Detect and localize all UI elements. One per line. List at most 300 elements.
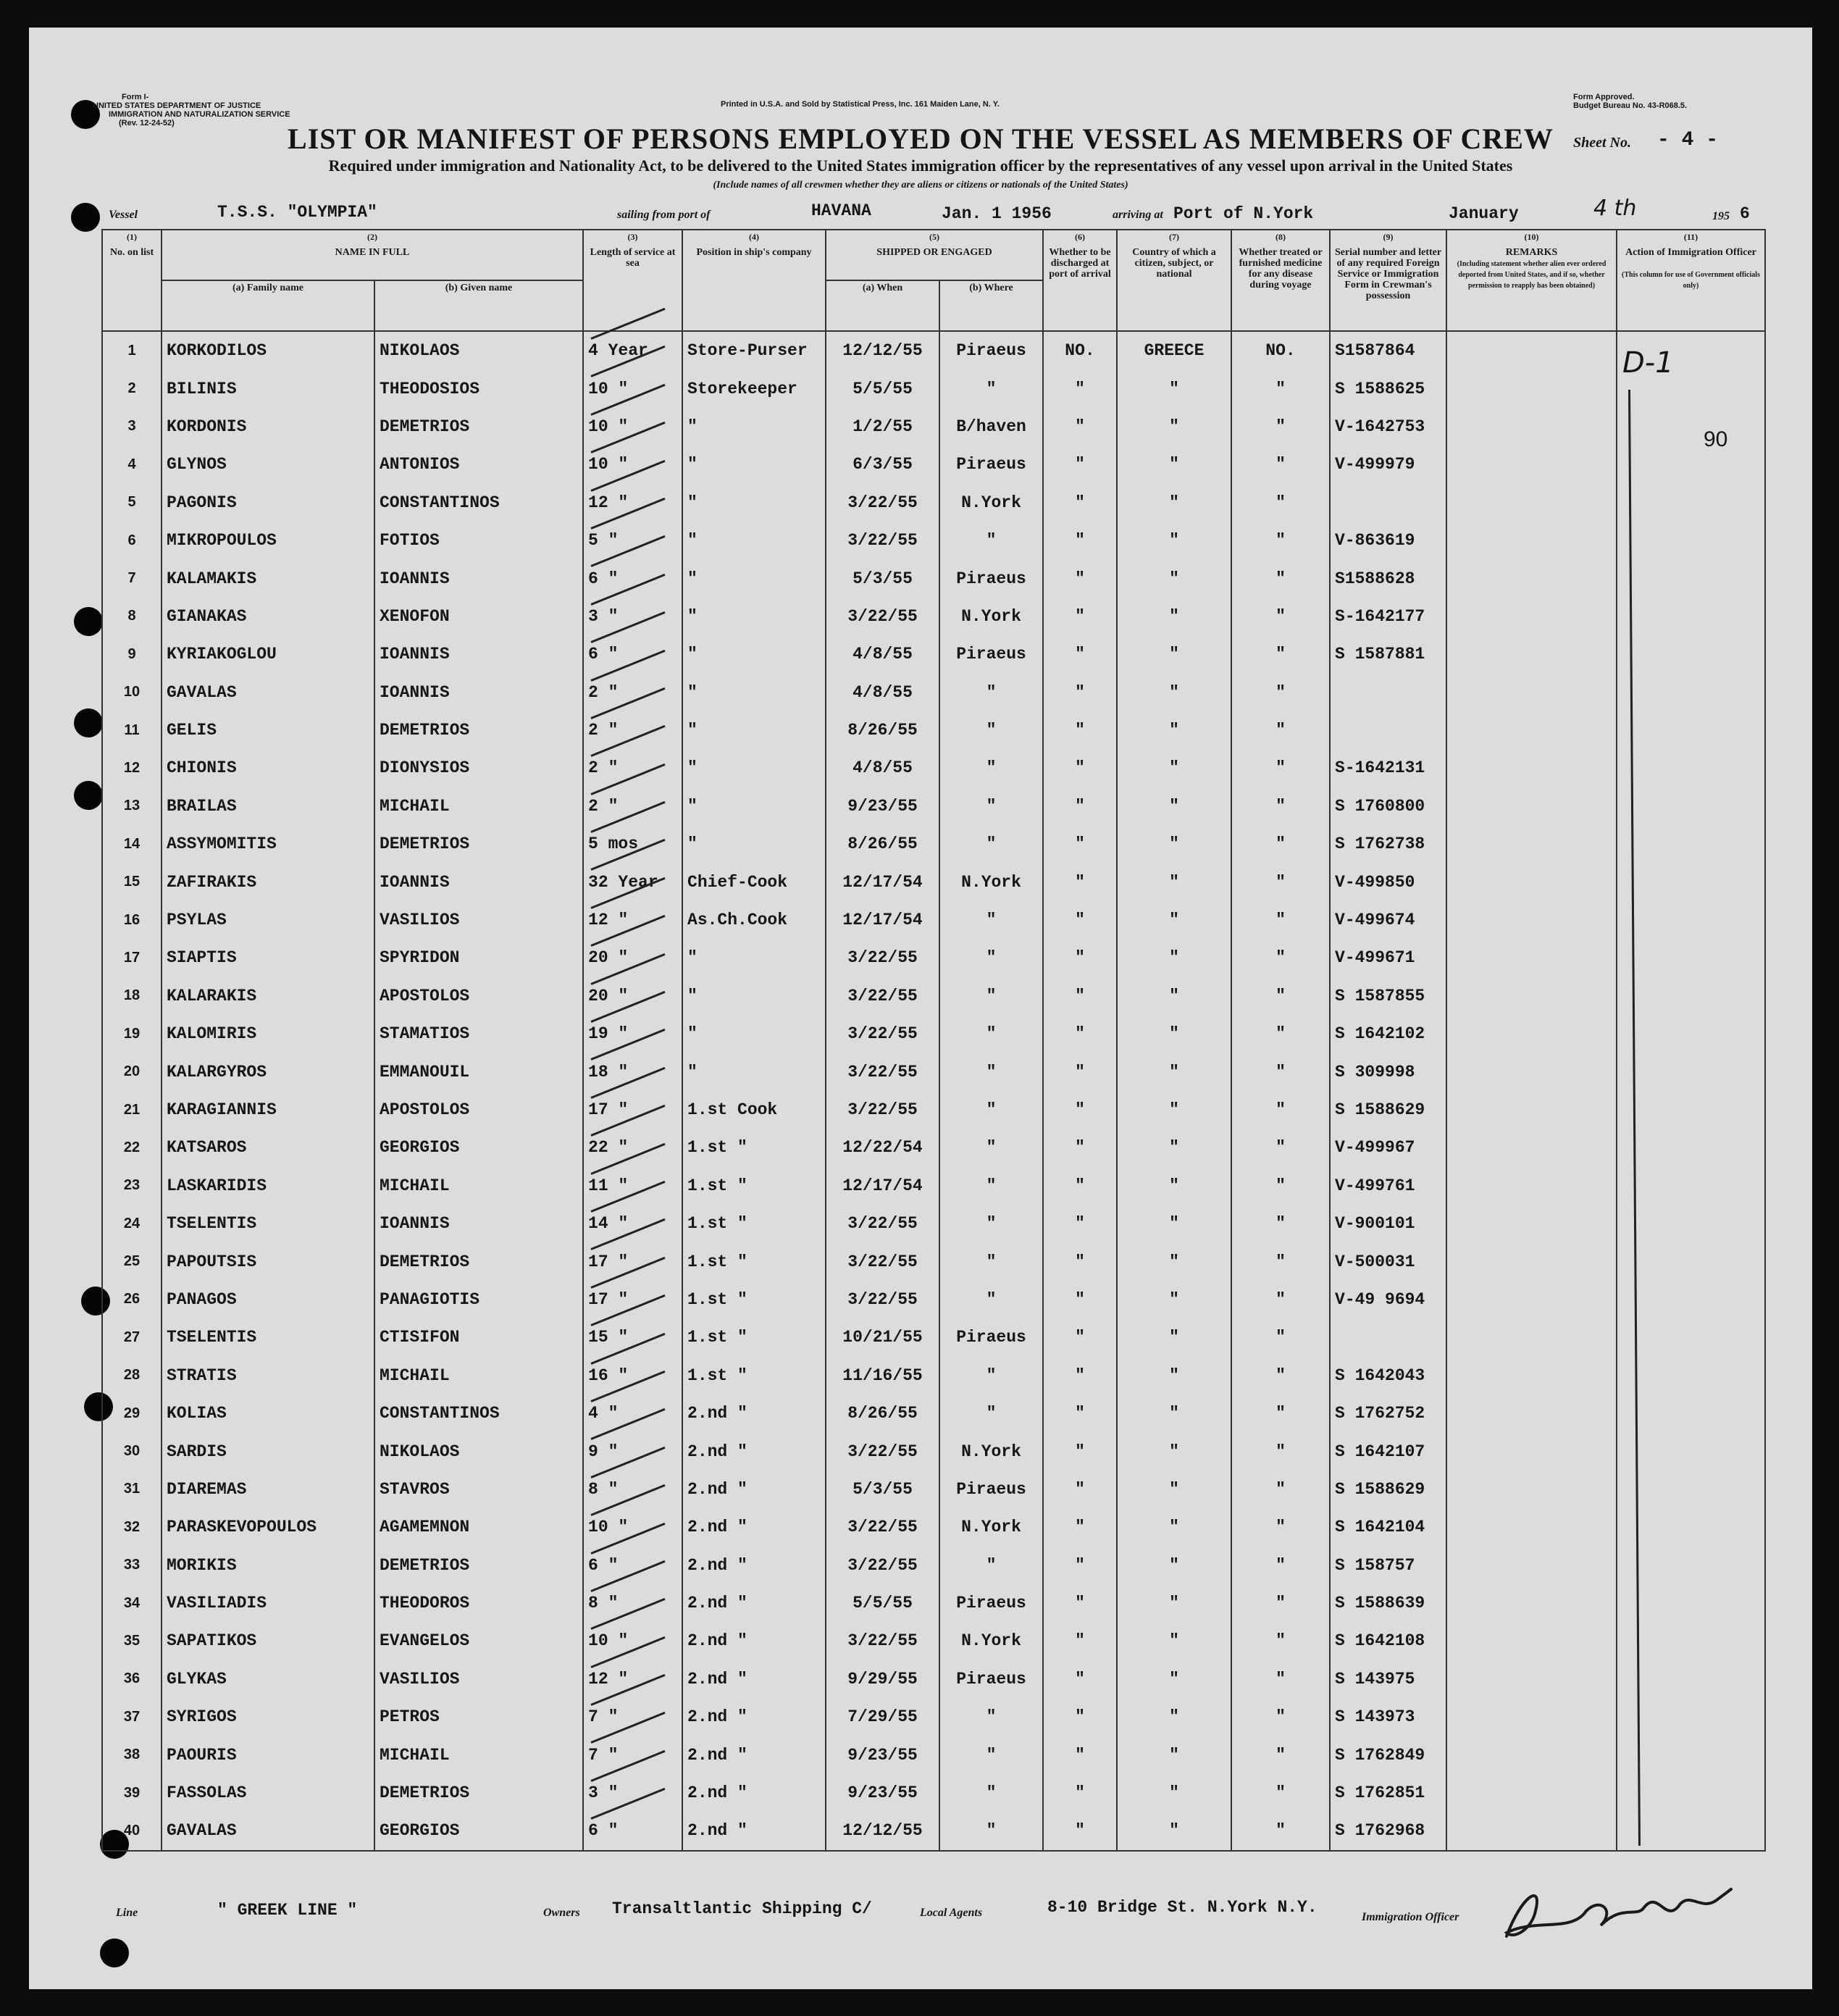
cell-when: 6/3/55 — [826, 446, 939, 483]
cell-serial: S 1587855 — [1330, 977, 1446, 1015]
cell-country: " — [1117, 1622, 1231, 1660]
cell-remarks — [1446, 825, 1617, 863]
cell-action — [1617, 1357, 1765, 1394]
crew-row — [102, 598, 1765, 635]
cell-length: 17 " — [583, 1091, 682, 1129]
cell-no: 35 — [102, 1622, 162, 1660]
cell-length: 5 " — [583, 522, 682, 559]
cell-no: 34 — [102, 1584, 162, 1622]
cell-serial: S 1588639 — [1330, 1584, 1446, 1622]
cell-action — [1617, 749, 1765, 787]
cell-action — [1617, 1167, 1765, 1205]
cell-where: " — [939, 522, 1043, 559]
cell-discharged: " — [1043, 977, 1117, 1015]
cell-action — [1617, 598, 1765, 635]
owners-label: Owners — [543, 1907, 580, 1919]
cell-family: GELIS — [162, 711, 374, 749]
cell-length: 10 " — [583, 1622, 682, 1660]
cell-action — [1617, 1242, 1765, 1280]
cell-given: STAMATIOS — [374, 1015, 583, 1053]
cell-remarks — [1446, 484, 1617, 522]
cell-medicine: " — [1231, 901, 1330, 939]
cell-serial: V-863619 — [1330, 522, 1446, 559]
cell-position: 1.st " — [682, 1205, 826, 1242]
cell-where: " — [939, 901, 1043, 939]
cell-where: " — [939, 749, 1043, 787]
cell-when: 1/2/55 — [826, 408, 939, 446]
cell-discharged: " — [1043, 1698, 1117, 1736]
cell-serial: S 1587881 — [1330, 635, 1446, 673]
crew-row — [102, 1812, 1765, 1850]
cell-remarks — [1446, 1508, 1617, 1546]
crew-row — [102, 1205, 1765, 1242]
cell-length: 10 " — [583, 446, 682, 483]
cell-action — [1617, 408, 1765, 446]
cell-medicine: " — [1231, 825, 1330, 863]
page-subtitle: Required under immigration and Nationality Act, to be delivered to the United States immigration officer by the representatives of any vessel upon arrival in the United States — [328, 156, 1513, 175]
cell-discharged: " — [1043, 522, 1117, 559]
cell-position: Storekeeper — [682, 369, 826, 407]
cell-no: 26 — [102, 1281, 162, 1318]
cell-family: CHIONIS — [162, 749, 374, 787]
cell-length: 12 " — [583, 901, 682, 939]
cell-when: 3/22/55 — [826, 1547, 939, 1584]
cell-country: " — [1117, 1508, 1231, 1546]
cell-length: 5 mos — [583, 825, 682, 863]
cell-family: SARDIS — [162, 1432, 374, 1470]
cell-serial — [1330, 1318, 1446, 1356]
cell-no: 8 — [102, 598, 162, 635]
cell-remarks — [1446, 635, 1617, 673]
cell-where: Piraeus — [939, 1660, 1043, 1698]
cell-no: 20 — [102, 1053, 162, 1090]
cell-action — [1617, 1508, 1765, 1546]
cell-given: CONSTANTINOS — [374, 1394, 583, 1432]
cell-country: " — [1117, 1281, 1231, 1318]
cell-discharged: " — [1043, 1432, 1117, 1470]
cell-serial: S 1762968 — [1330, 1812, 1446, 1850]
cell-family: PAPOUTSIS — [162, 1242, 374, 1280]
cell-country: " — [1117, 939, 1231, 976]
cell-serial: V-499850 — [1330, 863, 1446, 900]
crew-row — [102, 1129, 1765, 1166]
crew-row — [102, 1091, 1765, 1129]
cell-length: 4 " — [583, 1394, 682, 1432]
cell-country: " — [1117, 1129, 1231, 1166]
col-header-where: (b) Where — [939, 280, 1043, 331]
vessel-name: T.S.S. "OLYMPIA" — [217, 203, 377, 222]
cell-position: 2.nd " — [682, 1774, 826, 1812]
cell-given: GEORGIOS — [374, 1129, 583, 1166]
cell-serial: V-499967 — [1330, 1129, 1446, 1166]
cell-given: IOANNIS — [374, 863, 583, 900]
cell-serial: S 1642108 — [1330, 1622, 1446, 1660]
crew-row — [102, 559, 1765, 597]
cell-medicine: " — [1231, 484, 1330, 522]
cell-when: 10/21/55 — [826, 1318, 939, 1356]
cell-when: 12/12/55 — [826, 1812, 939, 1850]
cell-action — [1617, 1547, 1765, 1584]
cell-when: 9/23/55 — [826, 787, 939, 825]
cell-remarks — [1446, 1394, 1617, 1432]
cell-length: 6 " — [583, 559, 682, 597]
cell-discharged: " — [1043, 1053, 1117, 1090]
cell-discharged: " — [1043, 1774, 1117, 1812]
cell-given: EVANGELOS — [374, 1622, 583, 1660]
cell-remarks — [1446, 408, 1617, 446]
crew-row — [102, 1584, 1765, 1622]
cell-discharged: " — [1043, 1205, 1117, 1242]
cell-discharged: " — [1043, 446, 1117, 483]
cell-family: KARAGIANNIS — [162, 1091, 374, 1129]
cell-where: " — [939, 1205, 1043, 1242]
col-header-remarks: (10) REMARKS (Including statement whether alien ever ordered deported from United States, and if so, whether permission to reapply has been obtained) — [1446, 230, 1617, 331]
col-header-given: (b) Given name — [374, 280, 583, 331]
cell-remarks — [1446, 1281, 1617, 1318]
cell-serial: V-499761 — [1330, 1167, 1446, 1205]
cell-medicine: " — [1231, 1242, 1330, 1280]
cell-no: 25 — [102, 1242, 162, 1280]
cell-medicine: " — [1231, 1622, 1330, 1660]
cell-country: GREECE — [1117, 331, 1231, 369]
cell-length: 22 " — [583, 1129, 682, 1166]
cell-discharged: " — [1043, 1471, 1117, 1508]
cell-position: 2.nd " — [682, 1547, 826, 1584]
punch-hole — [74, 607, 103, 636]
cell-when: 12/17/54 — [826, 901, 939, 939]
crew-row — [102, 331, 1765, 369]
cell-where: " — [939, 1053, 1043, 1090]
cell-no: 12 — [102, 749, 162, 787]
cell-position: 1.st " — [682, 1129, 826, 1166]
cell-action — [1617, 484, 1765, 522]
cell-where: Piraeus — [939, 559, 1043, 597]
crew-row — [102, 1281, 1765, 1318]
cell-when: 9/23/55 — [826, 1774, 939, 1812]
cell-discharged: " — [1043, 1547, 1117, 1584]
cell-position: 2.nd " — [682, 1660, 826, 1698]
cell-serial: V-1642753 — [1330, 408, 1446, 446]
sheet-label: Sheet No. — [1573, 135, 1631, 151]
crew-row — [102, 522, 1765, 559]
cell-when: 3/22/55 — [826, 1242, 939, 1280]
cell-length: 3 " — [583, 598, 682, 635]
cell-remarks — [1446, 1242, 1617, 1280]
cell-remarks — [1446, 1129, 1617, 1166]
cell-position: 2.nd " — [682, 1812, 826, 1850]
cell-length: 14 " — [583, 1205, 682, 1242]
cell-medicine: " — [1231, 369, 1330, 407]
cell-given: CONSTANTINOS — [374, 484, 583, 522]
cell-when: 4/8/55 — [826, 635, 939, 673]
cell-remarks — [1446, 369, 1617, 407]
cell-action — [1617, 1394, 1765, 1432]
port-to: Port of N.York — [1173, 204, 1314, 223]
cell-country: " — [1117, 1091, 1231, 1129]
cell-discharged: " — [1043, 787, 1117, 825]
cell-discharged: " — [1043, 1394, 1117, 1432]
cell-discharged: " — [1043, 674, 1117, 711]
cell-where: " — [939, 711, 1043, 749]
cell-family: BRAILAS — [162, 787, 374, 825]
cell-given: VASILIOS — [374, 901, 583, 939]
cell-no: 31 — [102, 1471, 162, 1508]
cell-medicine: NO. — [1231, 331, 1330, 369]
crew-row — [102, 1736, 1765, 1773]
cell-remarks — [1446, 1471, 1617, 1508]
cell-action — [1617, 901, 1765, 939]
cell-action — [1617, 1091, 1765, 1129]
cell-serial: S 1588629 — [1330, 1091, 1446, 1129]
cell-no: 3 — [102, 408, 162, 446]
cell-medicine: " — [1231, 1736, 1330, 1773]
cell-position: 2.nd " — [682, 1584, 826, 1622]
cell-country: " — [1117, 1318, 1231, 1356]
cell-where: " — [939, 787, 1043, 825]
cell-discharged: " — [1043, 408, 1117, 446]
department-name: UNITED STATES DEPARTMENT OF JUSTICE — [93, 101, 261, 110]
cell-family: DIAREMAS — [162, 1471, 374, 1508]
cell-length: 4 Year — [583, 331, 682, 369]
col-header-length: (3) Length of service at sea — [583, 230, 682, 331]
cell-action — [1617, 787, 1765, 825]
cell-no: 22 — [102, 1129, 162, 1166]
year-digit: 6 — [1740, 204, 1750, 223]
cell-position: " — [682, 635, 826, 673]
cell-remarks — [1446, 901, 1617, 939]
cell-family: FASSOLAS — [162, 1774, 374, 1812]
cell-family: BILINIS — [162, 369, 374, 407]
cell-medicine: " — [1231, 1471, 1330, 1508]
cell-length: 17 " — [583, 1242, 682, 1280]
crew-row — [102, 749, 1765, 787]
cell-discharged: " — [1043, 939, 1117, 976]
cell-medicine: " — [1231, 522, 1330, 559]
crew-row — [102, 1660, 1765, 1698]
cell-length: 18 " — [583, 1053, 682, 1090]
sheet-number: - 4 - — [1657, 129, 1719, 151]
cell-family: GIANAKAS — [162, 598, 374, 635]
crew-row — [102, 674, 1765, 711]
officer-label: Immigration Officer — [1362, 1911, 1459, 1923]
col-header-discharged: (6) Whether to be discharged at port of arrival — [1043, 230, 1117, 331]
printer-line: Printed in U.S.A. and Sold by Statistical Press, Inc. 161 Maiden Lane, N. Y. — [721, 100, 1000, 109]
cell-serial: V-499671 — [1330, 939, 1446, 976]
cell-medicine: " — [1231, 674, 1330, 711]
col-header-action: (11) Action of Immigration Officer (This column for use of Government officials only) — [1617, 230, 1765, 331]
cell-no: 32 — [102, 1508, 162, 1546]
cell-when: 4/8/55 — [826, 749, 939, 787]
cell-where: Piraeus — [939, 331, 1043, 369]
cell-remarks — [1446, 787, 1617, 825]
cell-remarks — [1446, 1584, 1617, 1622]
agents-label: Local Agents — [920, 1907, 983, 1919]
cell-length: 2 " — [583, 674, 682, 711]
cell-when: 3/22/55 — [826, 1281, 939, 1318]
cell-no: 24 — [102, 1205, 162, 1242]
cell-length: 8 " — [583, 1584, 682, 1622]
cell-discharged: " — [1043, 1660, 1117, 1698]
cell-family: PARASKEVOPOULOS — [162, 1508, 374, 1546]
cell-position: 2.nd " — [682, 1622, 826, 1660]
cell-serial: S1588628 — [1330, 559, 1446, 597]
cell-position: Chief-Cook — [682, 863, 826, 900]
cell-given: EMMANOUIL — [374, 1053, 583, 1090]
cell-medicine: " — [1231, 1508, 1330, 1546]
cell-action — [1617, 1129, 1765, 1166]
cell-medicine: " — [1231, 749, 1330, 787]
cell-position: 2.nd " — [682, 1394, 826, 1432]
cell-given: STAVROS — [374, 1471, 583, 1508]
cell-given: THEODOROS — [374, 1584, 583, 1622]
cell-remarks — [1446, 1167, 1617, 1205]
cell-country: " — [1117, 1698, 1231, 1736]
cell-discharged: " — [1043, 1508, 1117, 1546]
cell-where: " — [939, 825, 1043, 863]
cell-family: KATSAROS — [162, 1129, 374, 1166]
crew-table — [101, 229, 1766, 1852]
cell-serial: S 1762752 — [1330, 1394, 1446, 1432]
cell-serial — [1330, 711, 1446, 749]
cell-no: 39 — [102, 1774, 162, 1812]
cell-position: As.Ch.Cook — [682, 901, 826, 939]
cell-discharged: " — [1043, 749, 1117, 787]
cell-position: 1.st " — [682, 1357, 826, 1394]
cell-where: N.York — [939, 598, 1043, 635]
cell-no: 28 — [102, 1357, 162, 1394]
cell-where: N.York — [939, 1508, 1043, 1546]
cell-discharged: " — [1043, 1318, 1117, 1356]
cell-country: " — [1117, 1547, 1231, 1584]
cell-given: ANTONIOS — [374, 446, 583, 483]
crew-row — [102, 1394, 1765, 1432]
cell-discharged: " — [1043, 1736, 1117, 1773]
cell-remarks — [1446, 559, 1617, 597]
col-header-when: (a) When — [826, 280, 939, 331]
cell-where: N.York — [939, 484, 1043, 522]
cell-where: " — [939, 1091, 1043, 1129]
crew-row — [102, 825, 1765, 863]
cell-country: " — [1117, 1812, 1231, 1850]
cell-family: GLYKAS — [162, 1660, 374, 1698]
crew-row — [102, 1015, 1765, 1053]
cell-serial: V-900101 — [1330, 1205, 1446, 1242]
cell-family: MIKROPOULOS — [162, 522, 374, 559]
cell-remarks — [1446, 1774, 1617, 1812]
cell-serial: S 1762851 — [1330, 1774, 1446, 1812]
cell-serial: S 1762849 — [1330, 1736, 1446, 1773]
cell-when: 5/5/55 — [826, 369, 939, 407]
cell-serial: S-1642131 — [1330, 749, 1446, 787]
cell-when: 3/22/55 — [826, 484, 939, 522]
cell-discharged: " — [1043, 1357, 1117, 1394]
cell-family: KALOMIRIS — [162, 1015, 374, 1053]
cell-medicine: " — [1231, 1357, 1330, 1394]
budget-bureau: Budget Bureau No. 43-R068.5. — [1573, 101, 1688, 110]
cell-where: Piraeus — [939, 635, 1043, 673]
cell-remarks — [1446, 863, 1617, 900]
cell-country: " — [1117, 1774, 1231, 1812]
cell-remarks — [1446, 1015, 1617, 1053]
crew-row — [102, 1167, 1765, 1205]
cell-action — [1617, 674, 1765, 711]
cell-family: TSELENTIS — [162, 1318, 374, 1356]
cell-given: CTISIFON — [374, 1318, 583, 1356]
cell-family: GAVALAS — [162, 674, 374, 711]
cell-position: " — [682, 674, 826, 711]
cell-length: 17 " — [583, 1281, 682, 1318]
cell-family: SIAPTIS — [162, 939, 374, 976]
col-header-family: (a) Family name — [162, 280, 374, 331]
cell-discharged: " — [1043, 825, 1117, 863]
cell-length: 10 " — [583, 1508, 682, 1546]
cell-no: 21 — [102, 1091, 162, 1129]
cell-position: " — [682, 446, 826, 483]
cell-where: " — [939, 1167, 1043, 1205]
cell-no: 18 — [102, 977, 162, 1015]
include-note: (Include names of all crewmen whether they are aliens or citizens or nationals of the United States) — [713, 180, 1128, 191]
sailing-label: sailing from port of — [617, 209, 711, 221]
cell-given: IOANNIS — [374, 1205, 583, 1242]
cell-remarks — [1446, 1812, 1617, 1850]
manifest-sheet — [29, 28, 1812, 1989]
cell-action — [1617, 939, 1765, 976]
cell-family: LASKARIDIS — [162, 1167, 374, 1205]
cell-country: " — [1117, 1660, 1231, 1698]
cell-country: " — [1117, 1736, 1231, 1773]
crew-row — [102, 1357, 1765, 1394]
cell-discharged: " — [1043, 1812, 1117, 1850]
cell-where: " — [939, 1736, 1043, 1773]
cell-action — [1617, 559, 1765, 597]
cell-no: 40 — [102, 1812, 162, 1850]
cell-position: " — [682, 1015, 826, 1053]
cell-medicine: " — [1231, 635, 1330, 673]
cell-family: GLYNOS — [162, 446, 374, 483]
cell-position: " — [682, 522, 826, 559]
cell-given: VASILIOS — [374, 1660, 583, 1698]
cell-length: 6 " — [583, 1547, 682, 1584]
cell-medicine: " — [1231, 1660, 1330, 1698]
action-code: D-1 — [1622, 346, 1674, 380]
cell-discharged: " — [1043, 1281, 1117, 1318]
cell-length: 10 " — [583, 408, 682, 446]
cell-where: " — [939, 1129, 1043, 1166]
cell-no: 5 — [102, 484, 162, 522]
cell-remarks — [1446, 522, 1617, 559]
cell-medicine: " — [1231, 1129, 1330, 1166]
cell-where: " — [939, 939, 1043, 976]
cell-family: MORIKIS — [162, 1547, 374, 1584]
cell-where: " — [939, 1015, 1043, 1053]
cell-country: " — [1117, 711, 1231, 749]
crew-row — [102, 939, 1765, 976]
cell-remarks — [1446, 1357, 1617, 1394]
cell-position: 2.nd " — [682, 1508, 826, 1546]
cell-discharged: " — [1043, 484, 1117, 522]
cell-medicine: " — [1231, 1205, 1330, 1242]
cell-length: 20 " — [583, 977, 682, 1015]
cell-country: " — [1117, 408, 1231, 446]
crew-row — [102, 711, 1765, 749]
form-number: Form I- — [122, 93, 149, 101]
cell-length: 12 " — [583, 1660, 682, 1698]
cell-when: 9/23/55 — [826, 1736, 939, 1773]
cell-length: 7 " — [583, 1698, 682, 1736]
cell-length: 11 " — [583, 1167, 682, 1205]
cell-medicine: " — [1231, 1774, 1330, 1812]
cell-when: 8/26/55 — [826, 825, 939, 863]
